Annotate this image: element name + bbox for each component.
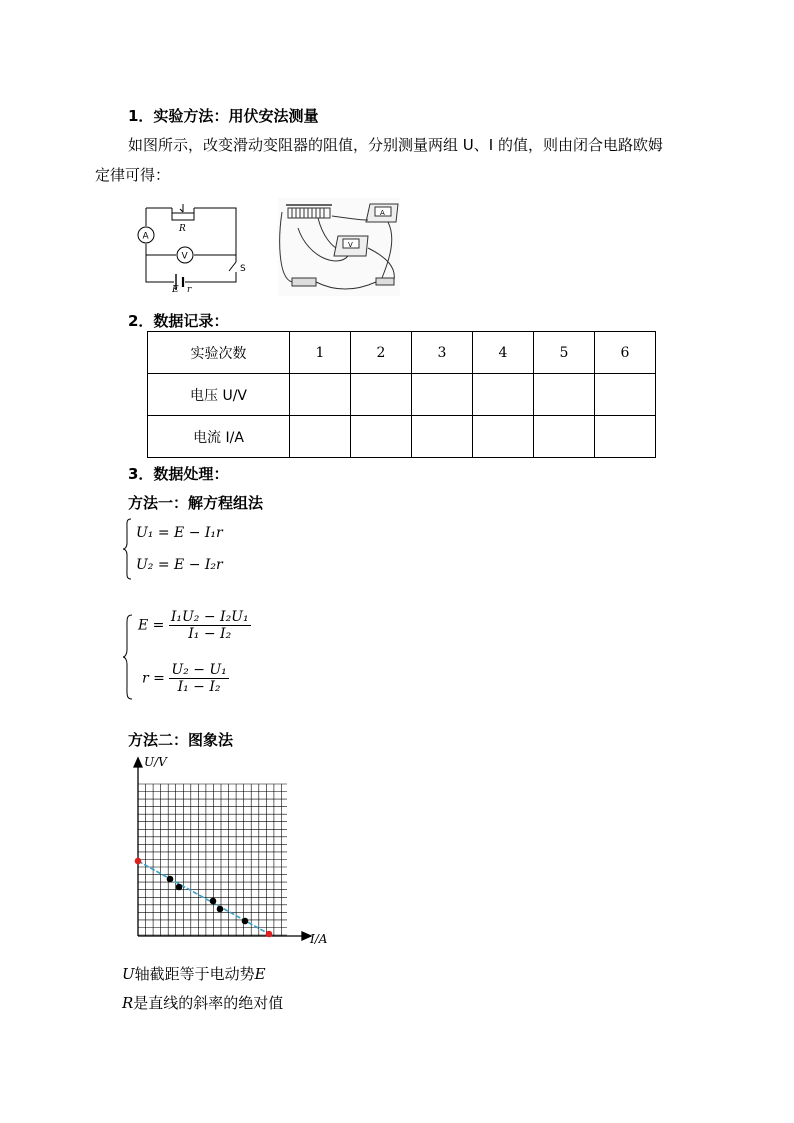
circuit-diagram (132, 200, 248, 295)
y-intercept-point (135, 858, 142, 865)
table-cell (412, 374, 473, 416)
table-cell (351, 416, 412, 458)
note-u-intercept (122, 963, 266, 984)
table-cell (290, 416, 351, 458)
fraction-r-denominator: I₁ − I₂ (177, 679, 221, 695)
table-cell (473, 416, 534, 458)
table-cell (534, 374, 595, 416)
table-col-header: 4 (473, 332, 534, 374)
fraction-r-numerator: U₂ − U₁ (171, 662, 227, 678)
apparatus-illustration (278, 198, 400, 296)
data-point (217, 906, 224, 913)
table-cell (290, 374, 351, 416)
table-cell (534, 416, 595, 458)
table-row-label-current: 电流 I/A (148, 416, 290, 458)
circuit-label-V: V (181, 251, 188, 262)
table-row (148, 416, 656, 458)
section1-heading: 1．实验方法：用伏安法测量 (128, 107, 319, 125)
section2-heading: 2．数据记录： (128, 312, 229, 330)
left-brace-icon (122, 518, 132, 580)
equation-E-lhs: E = (138, 617, 165, 634)
u-i-graph (128, 754, 338, 950)
note-var-r: R (122, 994, 134, 1012)
table-cell (412, 416, 473, 458)
y-axis-label: U/V (144, 755, 167, 769)
table-col-header: 2 (351, 332, 412, 374)
table-cell (351, 374, 412, 416)
data-point (242, 918, 249, 925)
fraction-E (169, 609, 251, 642)
table-col-header: 3 (412, 332, 473, 374)
method2-heading: 方法二：图象法 (128, 731, 234, 749)
data-point (167, 876, 174, 883)
fraction-r (169, 662, 228, 695)
table-cell (473, 374, 534, 416)
circuit-label-S: S (240, 264, 246, 274)
note-text-1: 轴截距等于电动势 (134, 965, 255, 983)
note-var-e: E (254, 965, 266, 983)
method1-heading: 方法一：解方程组法 (128, 494, 264, 512)
circuit-label-A: A (142, 231, 149, 242)
data-point (210, 898, 217, 905)
graph-grid (138, 784, 287, 936)
table-col-header: 6 (595, 332, 656, 374)
table-col-header: 1 (290, 332, 351, 374)
data-record-table (147, 331, 656, 458)
circuit-label-r: r (187, 285, 192, 295)
table-cell (595, 416, 656, 458)
note-var-u: U (122, 965, 135, 983)
equation-1: U₁ = E − I₁r (136, 525, 223, 541)
section3-heading: 3．数据处理： (128, 465, 229, 483)
table-col-header: 5 (534, 332, 595, 374)
fraction-E-numerator: I₁U₂ − I₂U₁ (170, 609, 249, 625)
equation-r-lhs: r = (142, 670, 165, 687)
table-row (148, 332, 656, 374)
equation-r (142, 662, 229, 695)
x-intercept-point (266, 931, 273, 938)
data-point (176, 884, 183, 891)
circuit-label-E: E (172, 285, 179, 295)
table-row (148, 374, 656, 416)
apparatus-meter-v: V (348, 241, 353, 249)
table-header-label: 实验次数 (148, 332, 290, 374)
table-cell (595, 374, 656, 416)
equation-2: U₂ = E − I₂r (136, 557, 223, 573)
fraction-E-denominator: I₁ − I₂ (188, 626, 232, 642)
x-axis-label: I/A (310, 932, 328, 946)
note-slope (122, 992, 283, 1013)
section1-paragraph-line2: 定律可得： (95, 166, 171, 184)
equation-E (138, 609, 251, 642)
section1-paragraph-line1: 如图所示，改变滑动变阻器的阻值，分别测量两组 U、I 的值，则由闭合电路欧姆 (128, 136, 663, 154)
circuit-label-R: R (179, 224, 186, 234)
y-axis-arrow-icon (134, 758, 142, 767)
table-row-label-voltage: 电压 U/V (148, 374, 290, 416)
left-brace-icon (122, 614, 134, 700)
note-text-2: 是直线的斜率的绝对值 (133, 994, 284, 1012)
apparatus-meter-a: A (380, 209, 385, 217)
